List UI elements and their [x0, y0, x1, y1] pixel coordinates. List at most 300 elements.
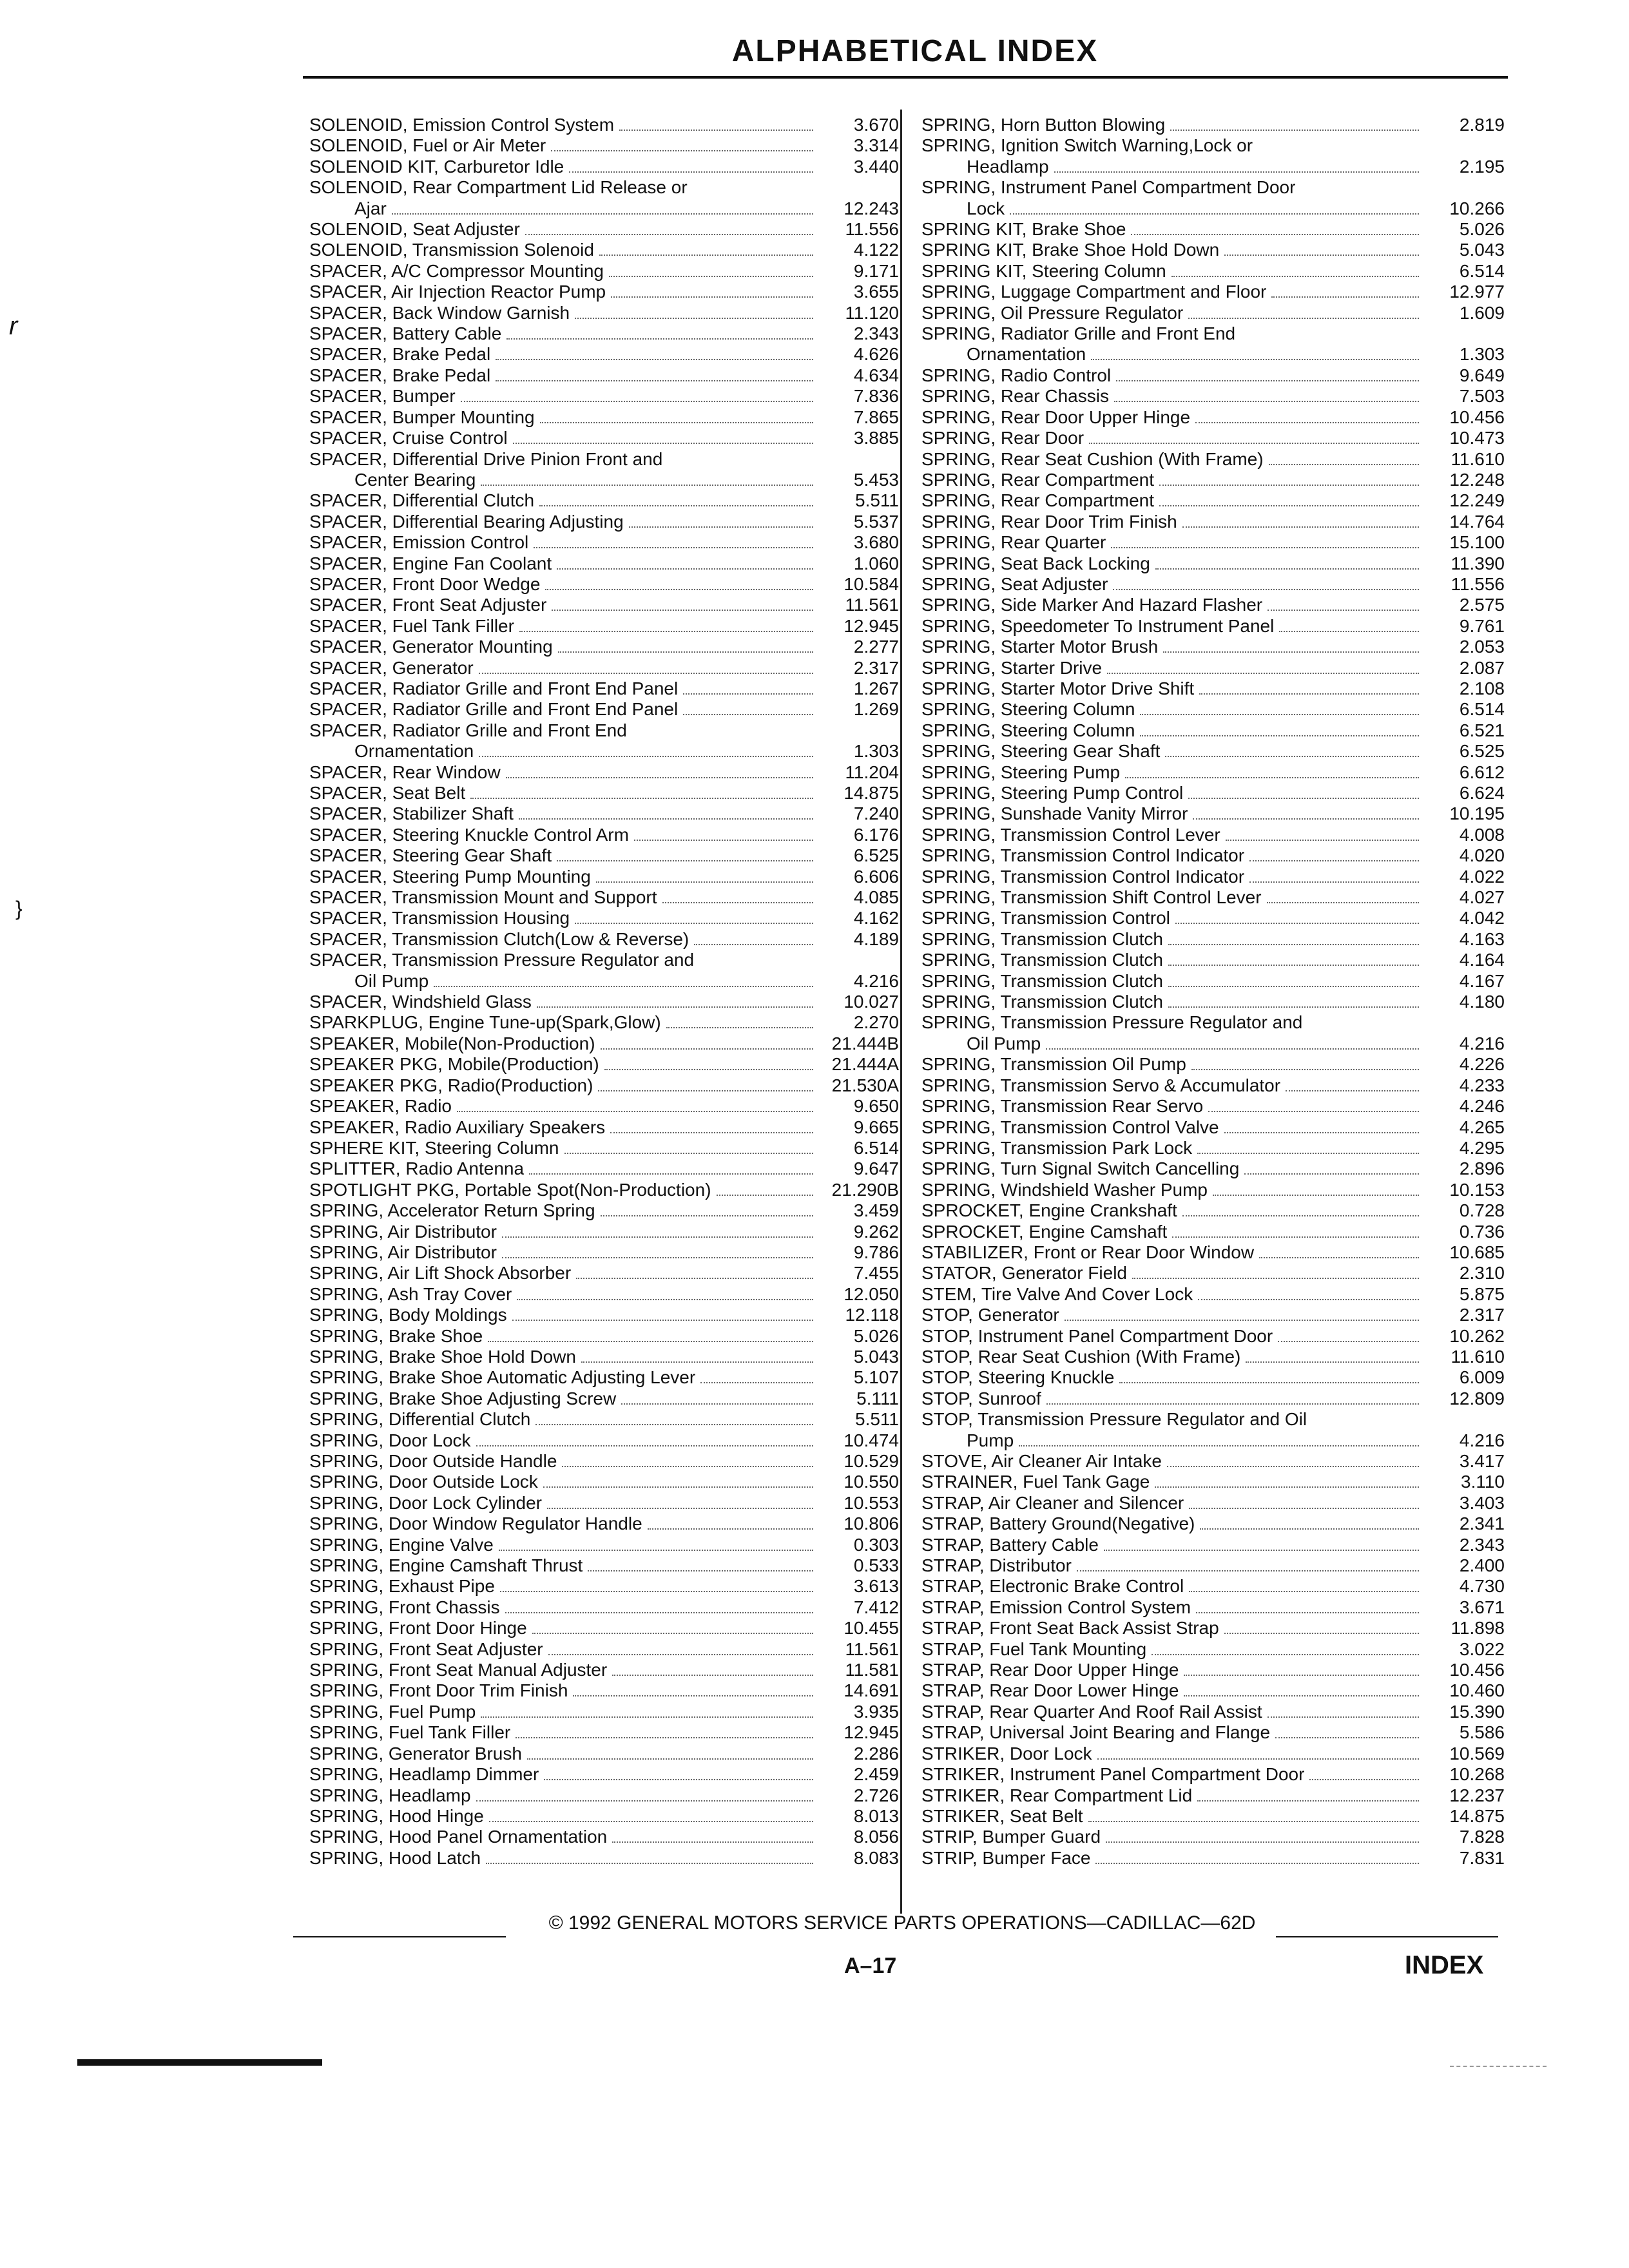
index-entry: [309, 1535, 899, 1555]
index-entry: [309, 553, 899, 574]
entry-line: [309, 1472, 899, 1492]
index-entry: [309, 282, 899, 302]
index-entry: [921, 908, 1505, 928]
leader-dots: [1171, 276, 1419, 277]
entry-page-ref: 21.444B: [831, 1033, 899, 1053]
leader-dots: [516, 1737, 813, 1738]
entry-name: Oil Pump: [967, 1033, 1041, 1053]
index-entry: [309, 1158, 899, 1179]
leader-dots: [481, 485, 813, 486]
leader-dots: [1182, 526, 1419, 528]
leader-dots: [1168, 965, 1419, 966]
leader-dots: [545, 589, 813, 590]
index-entry: [921, 1744, 1505, 1764]
index-entry: [921, 1806, 1505, 1827]
entry-line: [309, 1284, 899, 1305]
entry-page-ref: 5.511: [855, 490, 899, 511]
entry-line: [309, 1639, 899, 1660]
entry-name: SPRING, Rear Seat Cushion (With Frame): [921, 448, 1264, 469]
leader-dots: [392, 213, 813, 215]
entry-page-ref: 6.514: [1459, 699, 1505, 720]
entry-name: SPRING, Luggage Compartment and Floor: [921, 282, 1267, 302]
leader-dots: [1224, 1132, 1419, 1133]
entry-line: [309, 1096, 899, 1117]
entry-line: [309, 1242, 899, 1263]
entry-line: [921, 1012, 1505, 1033]
index-entry: [921, 386, 1505, 407]
entry-name: STEM, Tire Valve And Cover Lock: [921, 1283, 1193, 1304]
entry-name: SPACER, Brake Pedal: [309, 365, 491, 385]
section-label: INDEX: [1405, 1951, 1484, 1979]
leader-dots: [1140, 735, 1419, 736]
index-entry: [921, 1305, 1505, 1325]
entry-name: SPRING, Transmission Shift Control Lever: [921, 887, 1262, 908]
entry-line: [309, 135, 899, 156]
index-entry: [921, 449, 1505, 470]
entry-line: [921, 574, 1505, 595]
entry-page-ref: 2.400: [1459, 1555, 1505, 1576]
entry-line: [309, 1012, 899, 1033]
entry-name: SPRING, Steering Column: [921, 699, 1135, 720]
entry-name: SPROCKET, Engine Crankshaft: [921, 1200, 1177, 1221]
entry-line: [309, 1722, 899, 1743]
entry-page-ref: 6.514: [1459, 260, 1505, 281]
entry-continuation-line: [309, 470, 899, 490]
entry-line: [309, 908, 899, 928]
entry-name: SPRING, Transmission Pressure Regulator and: [921, 1012, 1303, 1033]
leader-dots: [1249, 860, 1419, 861]
entry-page-ref: 11.204: [845, 762, 899, 782]
entry-name: SPRING, Hood Hinge: [309, 1805, 484, 1826]
entry-page-ref: 2.286: [853, 1743, 899, 1763]
leader-dots: [496, 359, 813, 360]
entry-line: [309, 1075, 899, 1096]
entry-line: [309, 1117, 899, 1138]
leader-dots: [479, 673, 813, 674]
entry-page-ref: 21.444A: [831, 1054, 899, 1075]
entry-name: SPEAKER PKG, Radio(Production): [309, 1075, 593, 1095]
index-entry: [309, 887, 899, 908]
entry-page-ref: 4.008: [1459, 824, 1505, 845]
entry-page-ref: 11.581: [845, 1660, 899, 1680]
entry-line: [921, 135, 1505, 156]
entry-page-ref: 10.569: [1449, 1743, 1505, 1763]
entry-name: SPACER, Rear Window: [309, 762, 501, 782]
entry-page-ref: 12.118: [845, 1305, 899, 1325]
entry-name: STOP, Steering Knuckle: [921, 1367, 1115, 1388]
index-entry: [921, 1242, 1505, 1263]
entry-page-ref: 10.456: [1449, 1660, 1505, 1680]
leader-dots: [506, 777, 813, 778]
entry-continuation-line: [309, 971, 899, 992]
entry-line: [921, 971, 1505, 992]
entry-line: [309, 219, 899, 240]
index-entry: [921, 803, 1505, 824]
index-entry: [309, 490, 899, 511]
leader-dots: [461, 401, 813, 402]
entry-name: SPRING, Generator Brush: [309, 1743, 522, 1763]
entry-name: SOLENOID, Rear Compartment Lid Release or: [309, 177, 688, 198]
entry-name: STRAP, Front Seat Back Assist Strap: [921, 1618, 1219, 1639]
index-entry: [309, 1054, 899, 1075]
entry-name: SPACER, Differential Bearing Adjusting: [309, 511, 624, 532]
leader-dots: [1309, 1779, 1419, 1780]
index-entry: [309, 1680, 899, 1701]
entry-name: SPACER, Windshield Glass: [309, 992, 532, 1012]
leader-dots: [1131, 234, 1419, 235]
entry-name: STRAP, Air Cleaner and Silencer: [921, 1492, 1184, 1513]
entry-name: SPACER, Steering Pump Mounting: [309, 866, 591, 887]
margin-mark-brace: }: [15, 897, 23, 920]
entry-page-ref: 5.875: [1459, 1283, 1505, 1304]
entry-name: SPRING, Sunshade Vanity Mirror: [921, 803, 1188, 824]
entry-line: [921, 783, 1505, 803]
entry-name: SPRING, Transmission Oil Pump: [921, 1054, 1186, 1075]
entry-name: Headlamp: [967, 156, 1049, 177]
entry-page-ref: 3.680: [853, 532, 899, 553]
index-entry: [921, 1451, 1505, 1472]
entry-line: [309, 699, 899, 720]
leader-dots: [1213, 1195, 1419, 1196]
index-entry: [309, 428, 899, 448]
entry-name: STRAP, Rear Door Upper Hinge: [921, 1660, 1179, 1680]
leader-dots: [534, 547, 813, 548]
entry-page-ref: 4.027: [1459, 887, 1505, 908]
entry-name: STOP, Sunroof: [921, 1388, 1041, 1408]
index-entry: [309, 1785, 899, 1806]
leader-dots: [527, 1758, 813, 1760]
entry-name: SPRING, Ash Tray Cover: [309, 1283, 512, 1304]
entry-name: STRAP, Battery Cable: [921, 1534, 1099, 1555]
entry-page-ref: 0.303: [853, 1534, 899, 1555]
index-entry: [921, 1389, 1505, 1409]
entry-page-ref: 2.195: [1459, 156, 1505, 177]
entry-name: SPACER, Differential Drive Pinion Front and: [309, 448, 663, 469]
leader-dots: [500, 1591, 813, 1592]
entry-name: STRAP, Rear Quarter And Roof Rail Assist: [921, 1701, 1262, 1722]
index-entry: [921, 135, 1505, 177]
leader-dots: [1163, 651, 1419, 653]
entry-name: Oil Pump: [354, 970, 429, 991]
entry-name: SPRING, Steering Column: [921, 720, 1135, 740]
entry-name: STRAINER, Fuel Tank Gage: [921, 1472, 1150, 1492]
leader-dots: [1168, 986, 1419, 987]
entry-line: [309, 1660, 899, 1680]
index-entry: [309, 950, 899, 992]
entry-page-ref: 4.216: [1459, 1033, 1505, 1053]
index-entry: [309, 157, 899, 177]
index-entry: [309, 803, 899, 824]
entry-line: [921, 658, 1505, 678]
index-entry: [921, 1639, 1505, 1660]
entry-line: [921, 595, 1505, 615]
entry-line: [309, 553, 899, 574]
entry-line: [309, 1409, 899, 1430]
index-entry: [921, 1075, 1505, 1096]
entry-line: [309, 1576, 899, 1597]
entry-name: SPACER, Radiator Grille and Front End Panel: [309, 678, 679, 698]
leader-dots: [502, 1257, 813, 1258]
index-entry: [309, 1138, 899, 1158]
leader-dots: [551, 150, 813, 151]
entry-line: [309, 1806, 899, 1827]
leader-dots: [481, 1716, 813, 1718]
entry-name: SPRING, Air Distributor: [309, 1242, 497, 1262]
entry-name: SPRING, Engine Valve: [309, 1534, 494, 1555]
leader-dots: [525, 234, 813, 235]
entry-page-ref: 7.836: [853, 386, 899, 407]
entry-name: SPLITTER, Radio Antenna: [309, 1158, 525, 1179]
entry-page-ref: 6.624: [1459, 783, 1505, 803]
index-entry: [921, 553, 1505, 574]
leader-dots: [1271, 296, 1419, 298]
entry-page-ref: 9.650: [853, 1096, 899, 1117]
entry-page-ref: 2.819: [1459, 115, 1505, 135]
entry-name: SPRING, Seat Adjuster: [921, 573, 1108, 594]
leader-dots: [1197, 1800, 1419, 1802]
leader-dots: [575, 923, 813, 924]
entry-page-ref: 9.262: [853, 1221, 899, 1242]
scan-artifact-bar: [77, 2059, 322, 2066]
leader-dots: [1188, 318, 1419, 319]
entry-line: [309, 1033, 899, 1054]
entry-name: SPRING, Front Chassis: [309, 1597, 500, 1617]
index-entry: [921, 1409, 1505, 1451]
index-entry: [309, 1012, 899, 1033]
entry-name: SPACER, Fuel Tank Filler: [309, 615, 514, 636]
entry-name: SPRING, Door Lock Cylinder: [309, 1492, 543, 1513]
entry-line: [921, 1576, 1505, 1597]
leader-dots: [1199, 693, 1419, 695]
entry-name: SPRING, Transmission Control Valve: [921, 1117, 1219, 1137]
entry-page-ref: 5.107: [853, 1367, 899, 1388]
leader-dots: [476, 1800, 813, 1802]
index-entry: [309, 1493, 899, 1514]
leader-dots: [562, 1466, 813, 1467]
entry-page-ref: 11.556: [1451, 573, 1505, 594]
margin-mark-r: r: [9, 312, 18, 340]
entry-page-ref: 3.403: [1459, 1492, 1505, 1513]
entry-name: SPRING, Steering Gear Shaft: [921, 741, 1161, 762]
entry-line: [921, 1827, 1505, 1847]
leader-dots: [569, 171, 813, 173]
entry-page-ref: 7.455: [853, 1263, 899, 1283]
entry-name: SPRING, Transmission Clutch: [921, 970, 1163, 991]
entry-name: SPRING, Hood Panel Ornamentation: [309, 1827, 608, 1847]
entry-name: SPRING, Horn Button Blowing: [921, 115, 1166, 135]
index-entry: [309, 1222, 899, 1242]
entry-name: Pump: [967, 1430, 1014, 1450]
entry-page-ref: 10.529: [843, 1451, 899, 1471]
index-entry: [309, 344, 899, 365]
entry-line: [309, 720, 899, 741]
entry-line: [921, 553, 1505, 574]
leader-dots: [1249, 881, 1419, 883]
footer-copyright: © 1992 GENERAL MOTORS SERVICE PARTS OPERATIONS—CADILLAC—62D: [548, 1912, 1256, 1934]
entry-line: [921, 365, 1505, 386]
entry-page-ref: 2.053: [1459, 637, 1505, 657]
leader-dots: [683, 714, 813, 715]
index-entry: [921, 532, 1505, 553]
entry-line: [309, 783, 899, 803]
entry-page-ref: 9.786: [853, 1242, 899, 1262]
entry-line: [921, 1806, 1505, 1827]
entry-page-ref: 3.613: [853, 1576, 899, 1597]
entry-page-ref: 6.521: [1459, 720, 1505, 740]
index-entry: [309, 365, 899, 386]
index-entry: [309, 177, 899, 219]
entry-line: [309, 1200, 899, 1221]
entry-name: SPACER, Battery Cable: [309, 323, 502, 344]
index-entry: [309, 386, 899, 407]
leader-dots: [648, 1528, 813, 1530]
leader-dots: [544, 1779, 813, 1780]
entry-page-ref: 2.310: [1459, 1263, 1505, 1283]
entry-line: [921, 261, 1505, 282]
index-entry: [309, 323, 899, 344]
entry-line: [309, 1367, 899, 1388]
leader-dots: [1244, 1173, 1419, 1175]
leader-dots: [1208, 1111, 1419, 1112]
leader-dots: [1196, 1612, 1419, 1613]
entry-line: [309, 177, 899, 198]
entry-name: SPRING, Windshield Washer Pump: [921, 1179, 1208, 1200]
leader-dots: [1268, 610, 1419, 611]
leader-dots: [1184, 1695, 1419, 1696]
entry-line: [921, 1702, 1505, 1722]
leader-dots: [519, 631, 813, 632]
entry-line: [309, 1514, 899, 1534]
index-entry: [309, 783, 899, 803]
leader-dots: [499, 1550, 813, 1551]
leader-dots: [1116, 380, 1419, 381]
index-entry: [921, 741, 1505, 762]
entry-line: [309, 1158, 899, 1179]
entry-name: SPRING, Starter Motor Drive Shift: [921, 678, 1195, 698]
entry-line: [309, 1744, 899, 1764]
entry-name: SPRING, Transmission Control Lever: [921, 824, 1220, 845]
index-entry: [309, 825, 899, 845]
entry-name: SPRING, Door Outside Handle: [309, 1451, 557, 1471]
entry-name: SPRING, Door Lock: [309, 1430, 471, 1450]
entry-page-ref: 8.056: [853, 1827, 899, 1847]
entry-page-ref: 10.685: [1449, 1242, 1505, 1262]
leader-dots: [1119, 1382, 1419, 1383]
entry-continuation-line: [921, 1430, 1505, 1451]
entry-page-ref: 11.610: [1451, 448, 1505, 469]
entry-name: SPACER, Bumper Mounting: [309, 407, 535, 427]
entry-page-ref: 10.806: [843, 1514, 899, 1534]
entry-line: [921, 637, 1505, 657]
entry-line: [921, 1096, 1505, 1117]
leader-dots: [599, 255, 813, 256]
entry-line: [921, 929, 1505, 950]
leader-dots: [1113, 589, 1419, 590]
entry-line: [309, 929, 899, 950]
entry-name: SPRING, Brake Shoe Automatic Adjusting Lever: [309, 1367, 696, 1388]
leader-dots: [576, 1278, 813, 1279]
entry-name: STOP, Transmission Pressure Regulator and Oil: [921, 1409, 1307, 1430]
index-entry: [921, 407, 1505, 428]
entry-line: [921, 1347, 1505, 1367]
entry-page-ref: 10.455: [843, 1618, 899, 1639]
index-entry: [309, 992, 899, 1012]
leader-dots: [575, 318, 813, 319]
entry-line: [921, 428, 1505, 448]
entry-line: [309, 950, 899, 970]
entry-name: SPHERE KIT, Steering Column: [309, 1137, 559, 1158]
entry-continuation-line: [309, 198, 899, 219]
entry-page-ref: 7.865: [853, 407, 899, 427]
entry-line: [921, 1722, 1505, 1743]
entry-line: [309, 1347, 899, 1367]
entry-page-ref: 4.022: [1459, 866, 1505, 887]
index-entry: [921, 1012, 1505, 1054]
entry-name: SPEAKER, Mobile(Non-Production): [309, 1033, 595, 1053]
index-entry: [921, 323, 1505, 365]
entry-name: SPRING, Front Door Hinge: [309, 1618, 527, 1639]
index-entry: [921, 1848, 1505, 1869]
entry-page-ref: 11.561: [845, 595, 899, 615]
entry-name: SPRING, Headlamp: [309, 1785, 471, 1805]
entry-page-ref: 4.730: [1459, 1576, 1505, 1597]
entry-page-ref: 4.085: [853, 887, 899, 908]
entry-line: [921, 867, 1505, 887]
scan-artifact-dashes: [1450, 2066, 1547, 2067]
entry-page-ref: 6.606: [853, 866, 899, 887]
leader-dots: [557, 568, 813, 570]
entry-page-ref: 2.341: [1459, 1514, 1505, 1534]
entry-page-ref: 7.503: [1459, 386, 1505, 407]
entry-page-ref: 3.022: [1459, 1639, 1505, 1659]
entry-line: [309, 867, 899, 887]
entry-page-ref: 3.417: [1459, 1451, 1505, 1471]
entry-line: [309, 261, 899, 282]
entry-page-ref: 5.026: [1459, 219, 1505, 240]
index-entry: [309, 678, 899, 699]
leader-dots: [1170, 130, 1419, 131]
leader-dots: [588, 1570, 813, 1571]
entry-name: SPRING, Fuel Tank Filler: [309, 1722, 511, 1743]
entry-name: STATOR, Generator Field: [921, 1263, 1127, 1283]
leader-dots: [621, 1403, 813, 1405]
index-entry: [921, 1263, 1505, 1283]
index-entry: [921, 1222, 1505, 1242]
entry-page-ref: 3.655: [853, 282, 899, 302]
entry-page-ref: 4.180: [1459, 992, 1505, 1012]
entry-page-ref: 4.216: [1459, 1430, 1505, 1450]
entry-continuation-line: [921, 1033, 1505, 1054]
index-entry: [921, 720, 1505, 741]
index-entry: [309, 1597, 899, 1618]
entry-page-ref: 10.268: [1449, 1764, 1505, 1785]
leader-dots: [700, 1382, 813, 1383]
leader-dots: [1286, 1090, 1419, 1091]
entry-page-ref: 21.530A: [831, 1075, 899, 1095]
leader-dots: [1269, 464, 1419, 465]
index-entry: [921, 1200, 1505, 1221]
entry-name: SPRING, Steering Pump: [921, 762, 1121, 782]
index-entry: [921, 490, 1505, 511]
index-entry: [309, 1389, 899, 1409]
index-entry: [309, 407, 899, 428]
entry-page-ref: 11.898: [1451, 1618, 1505, 1639]
entry-name: SPRING KIT, Brake Shoe: [921, 219, 1126, 240]
entry-name: SPRING, Body Moldings: [309, 1305, 507, 1325]
entry-line: [921, 616, 1505, 637]
leader-dots: [601, 1048, 813, 1050]
index-entry: [309, 1806, 899, 1827]
